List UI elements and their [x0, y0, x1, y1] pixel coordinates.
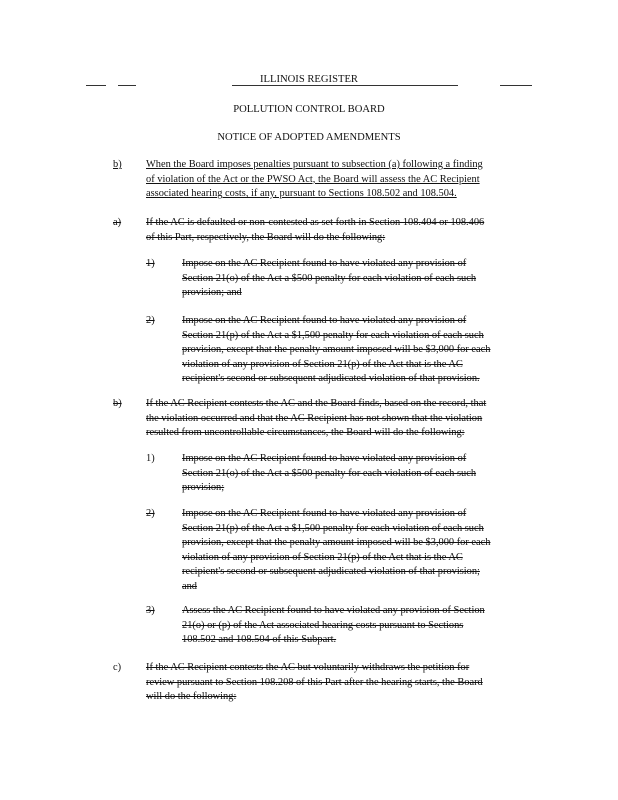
- text-line: Assess the AC Recipient found to have violated any provision of Section: [182, 605, 485, 616]
- subsection-b-item-1-label: 1): [146, 453, 155, 464]
- text-line: violation of any provision of Section 21(p) of the Act that is the AC: [182, 551, 463, 563]
- text-line: and: [182, 580, 198, 592]
- subsection-a-item-2-label: 2): [146, 315, 155, 326]
- text-line: If the AC is defaulted or non-contested as set forth in Section 108.404 or 108.406: [146, 217, 485, 228]
- subsection-c-old-text: [146, 661, 546, 705]
- subsection-b-item-2-label: 2): [146, 508, 155, 519]
- subsection-a-old-text: [146, 216, 546, 245]
- text-line: 108.502 and 108.504 of this Subpart.: [182, 634, 337, 646]
- text-line: recipient's second or subsequent adjudicated violation of that provision.: [182, 373, 480, 385]
- subsection-b-item-3-label: 3): [146, 605, 155, 616]
- text-line: Impose on the AC Recipient found to have violated any provision of: [182, 453, 467, 464]
- text-line: provision, except that the penalty amount imposed will be $3,000 for each: [182, 537, 491, 549]
- subsection-b-item-1-text: [182, 452, 547, 496]
- text-line: review pursuant to Section 108.208 of this Part after the hearing starts, the Board: [146, 676, 483, 688]
- text-line: 21(o) or (p) of the Act associated hearing costs pursuant to Sections: [182, 619, 464, 631]
- text-line: provision;: [182, 482, 225, 494]
- subsection-b-item-3-text: [182, 604, 547, 648]
- subsection-b-old-text: [146, 397, 546, 441]
- text-line: Impose on the AC Recipient found to have violated any provision of: [182, 315, 467, 326]
- subsection-b-new-label: b): [113, 159, 122, 170]
- text-line: will do the following:: [146, 691, 237, 703]
- text-line: If the AC Recipient contests the AC but voluntarily withdraws the petition for: [146, 662, 470, 673]
- text-line: recipient's second or subsequent adjudicated violation of that provision;: [182, 566, 480, 578]
- register-title: ILLINOIS REGISTER: [260, 74, 358, 85]
- text-line: associated hearing costs, if any, pursuant to Sections 108.502 and 108.504.: [146, 188, 457, 200]
- subsection-a-item-2-text: [182, 314, 547, 387]
- text-line: of violation of the Act or the PWSO Act, the Board will assess the AC Recipient: [146, 173, 480, 185]
- text-line: Impose on the AC Recipient found to have violated any provision of: [182, 258, 467, 269]
- text-line: resulted from uncontrollable circumstances, the Board will do the following:: [146, 427, 465, 439]
- notice-title: NOTICE OF ADOPTED AMENDMENTS: [217, 132, 401, 143]
- subsection-b-old-label: b): [113, 398, 122, 409]
- subsection-a-item-1-label: 1): [146, 258, 155, 269]
- text-line: Impose on the AC Recipient found to have violated any provision of: [182, 508, 467, 519]
- text-line: If the AC Recipient contests the AC and the Board finds, based on the record, that: [146, 398, 487, 409]
- text-line: Section 21(p) of the Act a $1,500 penalty for each violation of each such: [182, 329, 484, 341]
- text-line: the violation occurred and that the AC Recipient has not shown that the violation: [146, 412, 483, 424]
- subsection-c-old-label: c): [113, 662, 122, 673]
- subsection-b-item-2-text: [182, 507, 547, 595]
- subsection-a-item-1-text: [182, 257, 547, 301]
- text-line: Section 21(o) of the Act a $500 penalty for each violation of each such: [182, 272, 477, 284]
- subsection-a-old-label: a): [113, 217, 122, 228]
- text-line: provision; and: [182, 287, 242, 299]
- text-line: Section 21(o) of the Act a $500 penalty for each violation of each such: [182, 467, 477, 479]
- text-line: provision, except that the penalty amount imposed will be $3,000 for each: [182, 344, 491, 356]
- text-line: of this Part, respectively, the Board will do the following:: [146, 231, 386, 243]
- text-line: Section 21(p) of the Act a $1,500 penalty for each violation of each such: [182, 522, 484, 534]
- board-title: POLLUTION CONTROL BOARD: [233, 104, 385, 115]
- subsection-b-new-text: [146, 158, 546, 202]
- text-line: violation of any provision of Section 21(p) of the Act that is the AC: [182, 358, 463, 370]
- text-line: When the Board imposes penalties pursuant to subsection (a) following a finding: [146, 159, 483, 170]
